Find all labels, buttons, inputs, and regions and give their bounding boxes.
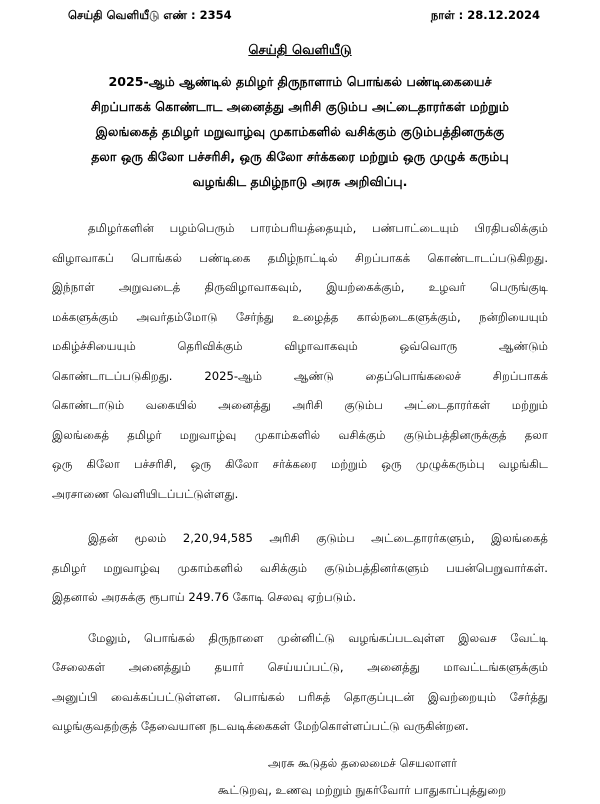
document-header xyxy=(68,8,540,30)
paragraph-line: அரசாணை வெளியிடப்பட்டுள்ளது. xyxy=(52,486,239,501)
paragraph-line: கொண்டாடப்படுகிறது. 2025-ஆம் ஆண்டு தைப்பொங்கலைச் சிறப்பாகக் xyxy=(52,368,548,383)
paragraph-line: மேலும், பொங்கல் திருநாளை முன்னிட்டு வழங்கப்படவுள்ள இலவச வேட்டி xyxy=(88,630,548,645)
release-number: செய்தி வெளியீடு எண் : 2354 xyxy=(68,8,232,22)
signatory-title: அரசு கூடுதல் தலைமைச் செயலாளர் xyxy=(268,755,458,770)
headline-line: வழங்கிட தமிழ்நாடு அரசு அறிவிப்பு. xyxy=(192,174,408,189)
headline-line: தலா ஒரு கிலோ பச்சரிசி, ஒரு கிலோ சர்க்கரை மற்றும் ஒரு முழுக் கரும்பு xyxy=(91,149,509,164)
paragraph-line: அனுப்பி வைக்கப்பட்டுள்ளன. பொங்கல் பரிசுத் தொகுப்புடன் இவற்றையும் சேர்த்து xyxy=(52,689,548,704)
paragraph-line: இலங்கைத் தமிழர் மறுவாழ்வு முகாம்களில் வசிக்கும் குடும்பத்தினருக்குத் தலா xyxy=(52,427,548,442)
paragraph-line: இதன் மூலம் 2,20,94,585 அரிசி குடும்ப அட்டைதாரர்களும், இலங்கைத் xyxy=(88,531,548,545)
headline-line: சிறப்பாகக் கொண்டாட அனைத்து அரிசி குடும்ப அட்டைதாரர்கள் மற்றும் xyxy=(91,99,509,114)
paragraph-line: இதனால் அரசுக்கு ரூபாய் 249.76 கோடி செலவு ஏற்படும். xyxy=(52,590,357,604)
paragraph-line: இந்நாள் அறுவடைத் திருவிழாவாகவும், இயற்கைக்கும், உழவர் பெருங்குடி xyxy=(52,280,548,294)
paragraph-2 xyxy=(52,524,548,613)
paragraph-line: தமிழர்களின் பழம்பெரும் பாரம்பரியத்தையும், பண்பாட்டையும் பிரதிபலிக்கும் xyxy=(88,221,548,235)
document-title: செய்தி வெளியீடு xyxy=(248,43,352,58)
paragraph-line: தமிழர் மறுவாழ்வு முகாம்களில் வசிக்கும் குடும்பத்தினர்களும் பயன்பெறுவார்கள். xyxy=(52,560,548,575)
headline-line: இலங்கைத் தமிழர் மறுவாழ்வு முகாம்களில் வசிக்கும் குடும்பத்தினருக்கு xyxy=(95,124,505,139)
paragraph-line: மக்களுக்கும் அவர்தம்மோடு சேர்ந்து உழைத்த கால்நடைகளுக்கும், நன்றியையும் xyxy=(52,309,548,324)
signature-block xyxy=(68,750,532,804)
paragraph-line: மகிழ்ச்சியையும் தெரிவிக்கும் விழாவாகவும் ஒவ்வொரு ஆண்டும் xyxy=(52,339,548,353)
headline xyxy=(50,69,550,194)
paragraph-line: சேலைகள் அனைத்தும் தயார் செய்யப்பட்டு, அனைத்து மாவட்டங்களுக்கும் xyxy=(52,660,548,674)
paragraph-line: கொண்டாடும் வகையில் அனைத்து அரிசி குடும்ப அட்டைதாரர்கள் மற்றும் xyxy=(52,398,548,412)
signatory-department: கூட்டுறவு, உணவு மற்றும் நுகர்வோர் பாதுகாப்புத்துறை xyxy=(218,782,507,797)
paragraph-1 xyxy=(52,214,548,509)
paragraph-line: வழங்குவதற்குத் தேவையான நடவடிக்கைகள் மேற்கொள்ளப்பட்டு வருகின்றன. xyxy=(52,719,469,733)
headline-line: 2025-ஆம் ஆண்டில் தமிழர் திருநாளாம் பொங்கல் பண்டிகையைச் xyxy=(108,74,492,89)
paragraph-3 xyxy=(52,624,548,742)
paragraph-line: ஒரு கிலோ பச்சரிசி, ஒரு கிலோ சர்க்கரை மற்றும் ஒரு முழுக்கரும்பு வழங்கிட xyxy=(52,457,548,471)
release-date: நாள் : 28.12.2024 xyxy=(430,8,540,22)
paragraph-line: விழாவாகப் பொங்கல் பண்டிகை தமிழ்நாட்டில் சிறப்பாகக் கொண்டாடப்படுகிறது. xyxy=(52,250,548,265)
